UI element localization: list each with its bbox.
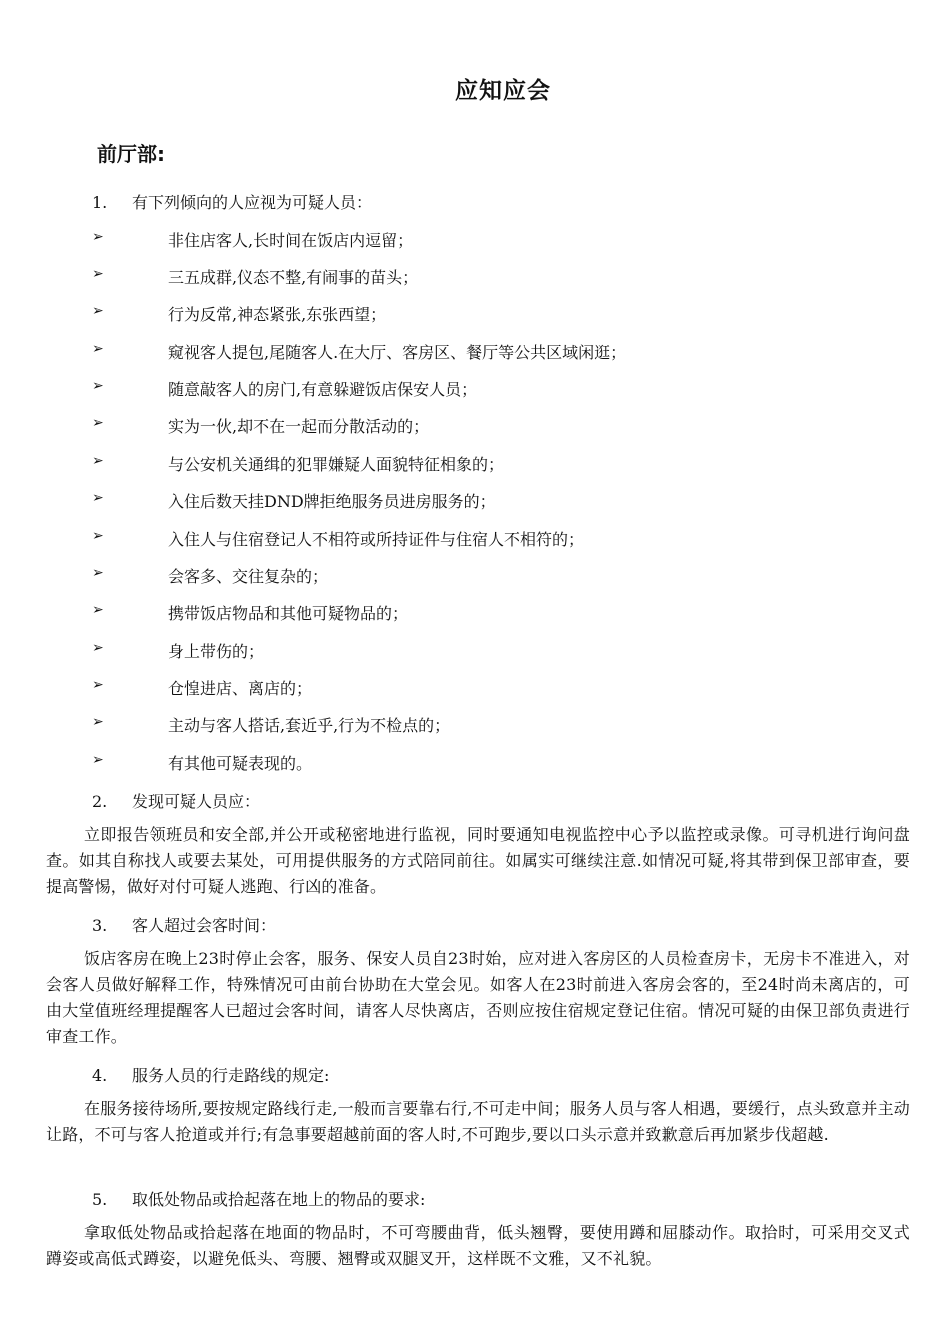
section-number: 5. bbox=[92, 1190, 108, 1209]
arrow-bullet-icon: ➢ bbox=[92, 303, 104, 319]
page-title: 应知应会 bbox=[455, 78, 551, 104]
section-5-heading bbox=[92, 1187, 425, 1210]
arrow-bullet-icon: ➢ bbox=[92, 640, 104, 656]
arrow-bullet-icon: ➢ bbox=[92, 677, 104, 693]
section-title: 取低处物品或拾起落在地上的物品的要求: bbox=[132, 1190, 426, 1209]
paragraph-section-4: 在服务接待场所,要按规定路线行走,一般而言要靠右行,不可走中间；服务人员与客人相遇，要缓行，点头致意并主动让路，不可与客人抢道或并行;有急事要超越前面的客人时,不可跑步,要以口头示意并致歉意后再加紧步伐超越. bbox=[46, 1099, 910, 1144]
arrow-bullet-icon: ➢ bbox=[92, 714, 104, 730]
arrow-bullet-icon: ➢ bbox=[92, 490, 104, 506]
section-4-heading bbox=[92, 1063, 329, 1086]
section-title: 服务人员的行走路线的规定: bbox=[132, 1066, 330, 1085]
document-page: 应知应会 前厅部: 1. 有下列倾向的人应视为可疑人员： ➢ 非住店客人,长时间在饭店内逗留； ➢ 三五成群,仪态不整,有闹事的苗头； ➢ 行为反常,神态紧张,东张西望； ➢ 窥视客人提包,尾随客人.在大厅、客房区、餐厅等公共区域闲逛； ➢ 随意敲客人的房门,有意躲避饭店保安人员； ➢ 实为一伙,却不在一起而分散活动的； ➢ 与公安机关通缉的犯罪嫌疑人面貌特征相象的； ➢ 入住后数天挂DND牌拒绝服务员进房服务的； ➢ 入住人与住宿登记人不相符或所持证件与住宿人不相符的； ➢ 会客多、交往复杂的； ➢ 携带饭店物品和其他可疑物品的； ➢ 身上带伤的； ➢ 仓惶进店、离店的； ➢ 主动与客人搭话,套近乎,行为不检点的； ➢ 有其他可疑表现的。 2. 发现可疑人员应： 立即报告领班员和安全部,并公开或秘密地进行监视，同时要通知电视监控中心予以监控或录像。可寻机进行询问盘查。如其自称找人或要去某处，可用提供服务的方式陪同前往。如属实可继续注意.如情况可疑,将其带到保卫部审查，要提高警惕，做好对付可疑人逃跑、行凶的准备。 3. 客人超过会客时间： 饭店客房在晚上23时停止会客，服务、保安人员自23时始，应对进入客房区的人员检查房卡，无房卡不准进入，对会客人员做好解释工作，特殊情况可由前台协助在大堂会见。如客人在23时前进入客房会客的，至24时尚未离店的，可由大堂值班经理提醒客人已超过会客时间，请客人尽快离店，否则应按住宿规定登记住宿。情况可疑的由保卫部负责进行审查工作。 4. 服务人员的行走路线的规定: 在服务接待场所,要按规定路线行走,一般而言要靠右行,不可走中间；服务人员与客人相遇，要缓行，点头致意并主动让路，不可与客人抢道或并行;有急事要超越前面的客人时,不可跑步,要以口头示意并致歉意后再加紧步伐超越. 5. 取低处物品或拾起落在地上的物品的要求: 拿取低处物品或拾起落在地面的物品时，不可弯腰曲背，低头翘臀，要使用蹲和屈膝动作。取拾时，可采用交叉式蹲姿或高低式蹲姿，以避免低头、弯腰、翘臀或双腿叉开，这样既不文雅，又不礼貌。 bbox=[0, 0, 950, 1344]
paragraph-section-2: 立即报告领班员和安全部,并公开或秘密地进行监视，同时要通知电视监控中心予以监控或录像。可寻机进行询问盘查。如其自称找人或要去某处，可用提供服务的方式陪同前往。如属实可继续注意.如情况可疑,将其带到保卫部审查，要提高警惕，做好对付可疑人逃跑、行凶的准备。 bbox=[46, 825, 910, 896]
arrow-bullet-icon: ➢ bbox=[92, 602, 104, 618]
arrow-bullet-icon: ➢ bbox=[92, 378, 104, 394]
arrow-bullet-icon: ➢ bbox=[92, 565, 104, 581]
section-title: 发现可疑人员应： bbox=[132, 792, 261, 811]
arrow-bullet-icon: ➢ bbox=[92, 229, 104, 245]
section-3-heading bbox=[92, 913, 276, 936]
department-heading: 前厅部: bbox=[97, 142, 165, 166]
section-number: 2. bbox=[92, 792, 108, 811]
section-1-heading bbox=[92, 190, 372, 213]
section-2-heading bbox=[92, 789, 260, 812]
arrow-bullet-icon: ➢ bbox=[92, 752, 104, 768]
arrow-bullet-icon: ➢ bbox=[92, 453, 104, 469]
arrow-bullet-icon: ➢ bbox=[92, 266, 104, 282]
section-number: 3. bbox=[92, 916, 108, 935]
arrow-bullet-icon: ➢ bbox=[92, 528, 104, 544]
section-title: 客人超过会客时间： bbox=[132, 916, 277, 935]
section-number: 1. bbox=[92, 193, 108, 212]
section-number: 4. bbox=[92, 1066, 108, 1085]
arrow-bullet-icon: ➢ bbox=[92, 341, 104, 357]
arrow-bullet-icon: ➢ bbox=[92, 415, 104, 431]
section-title: 有下列倾向的人应视为可疑人员： bbox=[132, 193, 373, 212]
paragraph-section-5: 拿取低处物品或拾起落在地面的物品时，不可弯腰曲背，低头翘臀，要使用蹲和屈膝动作。取拾时，可采用交叉式蹲姿或高低式蹲姿，以避免低头、弯腰、翘臀或双腿叉开，这样既不文雅，又不礼貌。 bbox=[46, 1223, 910, 1268]
paragraph-section-3: 饭店客房在晚上23时停止会客，服务、保安人员自23时始，应对进入客房区的人员检查房卡，无房卡不准进入，对会客人员做好解释工作，特殊情况可由前台协助在大堂会见。如客人在23时前进入客房会客的，至24时尚未离店的，可由大堂值班经理提醒客人已超过会客时间，请客人尽快离店，否则应按住宿规定登记住宿。情况可疑的由保卫部负责进行审查工作。 bbox=[46, 949, 910, 1046]
